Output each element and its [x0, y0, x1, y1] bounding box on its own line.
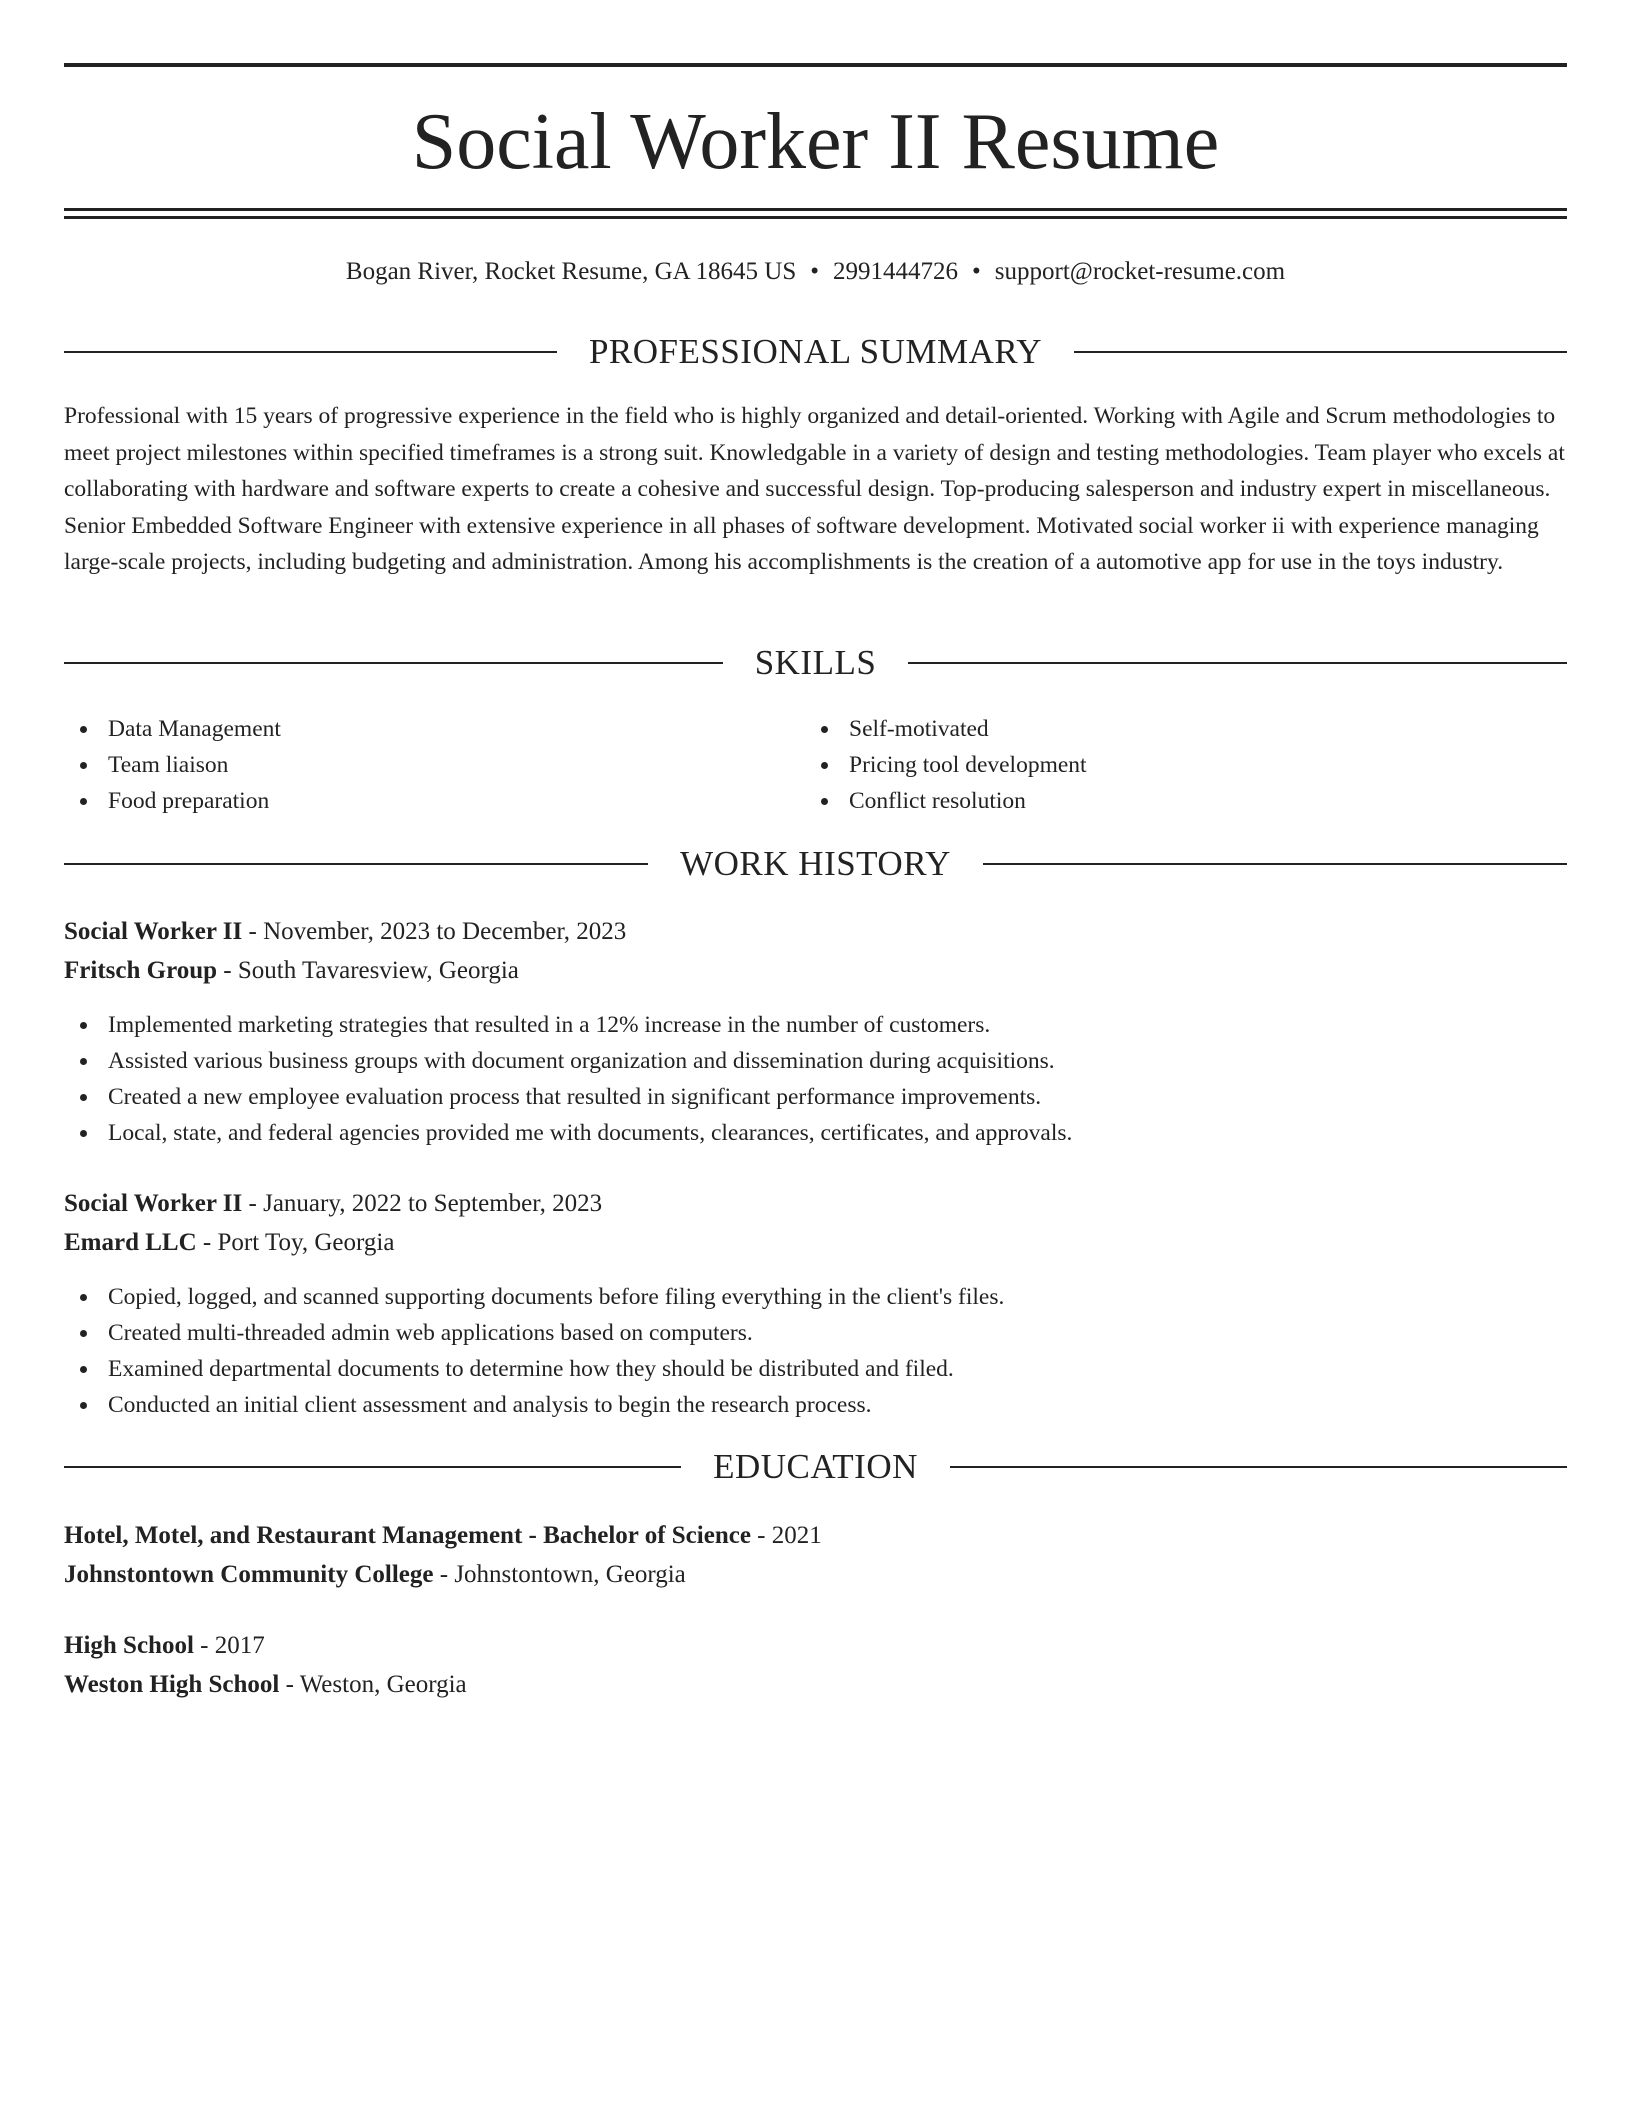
education-degree-line: High School - 2017	[64, 1632, 265, 1659]
job-duty-item: Conducted an initial client assessment and analysis to begin the research process.	[64, 1387, 1567, 1423]
skills-column-right	[805, 711, 1505, 819]
summary-heading-label: PROFESSIONAL SUMMARY	[588, 332, 1043, 371]
job-dates: January, 2022 to September, 2023	[263, 1190, 603, 1217]
job-duties-list	[64, 1007, 1567, 1151]
education-degree: High School	[64, 1632, 194, 1659]
job-duty-item: Created multi-threaded admin web applications based on computers.	[64, 1315, 1567, 1351]
skill-item: Food preparation	[64, 783, 764, 819]
contact-email: support@rocket-resume.com	[994, 258, 1286, 285]
job-location: South Tavaresview, Georgia	[237, 957, 519, 984]
education-school: Johnstontown Community College	[64, 1561, 434, 1588]
work-section-heading	[64, 842, 1567, 886]
title-double-rule-upper	[64, 208, 1567, 211]
education-school: Weston High School	[64, 1671, 280, 1698]
job-title: Social Worker II	[64, 1190, 243, 1217]
heading-rule-right	[983, 863, 1567, 865]
skill-item: Conflict resolution	[805, 783, 1505, 819]
job-title-line: Social Worker II - November, 2023 to December, 2023	[64, 918, 627, 945]
job-duty-item: Examined departmental documents to determine how they should be distributed and filed.	[64, 1351, 1567, 1387]
job-title: Social Worker II	[64, 918, 243, 945]
summary-text: Professional with 15 years of progressive experience in the field who is highly organized and detail-oriented. Working with Agile and Scrum methodologies to meet project milestones within specified timeframes is a strong suit. Knowledgable in a variety of design and testing methodologies. Team player who excels at collaborating with hardware and software experts to create a cohesive and successful design. Top-producing salesperson and industry expert in miscellaneous. Senior Embedded Software Engineer with extensive experience in all phases of software development. Motivated social worker ii with experience managing large-scale projects, including budgeting and administration. Among his accomplishments is the creation of a automotive app for use in the toys industry.	[64, 403, 1565, 575]
skills-list-left	[64, 711, 764, 819]
skills-list-right	[805, 711, 1505, 819]
job-company: Fritsch Group	[64, 957, 218, 984]
education-school-line: Weston High School - Weston, Georgia	[64, 1671, 467, 1698]
skills-heading-label: SKILLS	[754, 643, 877, 682]
job-duties	[64, 1007, 1567, 1151]
heading-rule-left	[64, 351, 557, 353]
education-heading-label: EDUCATION	[713, 1447, 918, 1486]
skills-column-left	[64, 711, 764, 819]
job-duties-list	[64, 1279, 1567, 1423]
education-school-line: Johnstontown Community College - Johnstontown, Georgia	[64, 1561, 686, 1588]
job-title-line: Social Worker II - January, 2022 to September, 2023	[64, 1190, 603, 1217]
contact-separator: •	[810, 258, 820, 285]
job-company-line: Emard LLC - Port Toy, Georgia	[64, 1229, 395, 1256]
education-degree-line: Hotel, Motel, and Restaurant Management - Bachelor of Science - 2021	[64, 1522, 822, 1549]
summary-section-heading	[64, 330, 1567, 374]
job-duties	[64, 1279, 1567, 1423]
heading-rule-right	[1074, 351, 1567, 353]
heading-rule-right	[908, 662, 1567, 664]
contact-separator: •	[972, 258, 981, 285]
job-duty-item: Assisted various business groups with document organization and dissemination during acquisitions.	[64, 1043, 1567, 1079]
job-dates: November, 2023 to December, 2023	[263, 918, 627, 945]
heading-rule-left	[64, 1466, 681, 1468]
contact-address: Bogan River, Rocket Resume, GA 18645 US	[345, 258, 797, 285]
skill-item: Self-motivated	[805, 711, 1505, 747]
education-degree: Hotel, Motel, and Restaurant Management - Bachelor of Science	[64, 1522, 751, 1549]
work-heading-label: WORK HISTORY	[680, 844, 951, 883]
education-location: Johnstontown, Georgia	[454, 1561, 686, 1588]
education-year: 2021	[771, 1522, 822, 1549]
job-company-line: Fritsch Group - South Tavaresview, Georgia	[64, 957, 519, 984]
job-location: Port Toy, Georgia	[217, 1229, 395, 1256]
contact-line	[64, 254, 1567, 290]
top-rule	[64, 63, 1567, 67]
education-location: Weston, Georgia	[299, 1671, 467, 1698]
job-duty-item: Implemented marketing strategies that resulted in a 12% increase in the number of customers.	[64, 1007, 1567, 1043]
skills-section-heading	[64, 641, 1567, 685]
resume-title: Social Worker II Resume	[411, 98, 1220, 186]
education-year: 2017	[214, 1632, 265, 1659]
job-duty-item: Local, state, and federal agencies provided me with documents, clearances, certificates, and approvals.	[64, 1115, 1567, 1151]
heading-rule-right	[950, 1466, 1567, 1468]
skill-item: Team liaison	[64, 747, 764, 783]
education-section-heading	[64, 1445, 1567, 1489]
skill-item: Pricing tool development	[805, 747, 1505, 783]
title-double-rule-lower	[64, 216, 1567, 219]
job-duty-item: Copied, logged, and scanned supporting documents before filing everything in the client's files.	[64, 1279, 1567, 1315]
contact-phone: 2991444726	[833, 258, 959, 285]
heading-rule-left	[64, 863, 648, 865]
skill-item: Data Management	[64, 711, 764, 747]
job-duty-item: Created a new employee evaluation process that resulted in significant performance improvements.	[64, 1079, 1567, 1115]
heading-rule-left	[64, 662, 723, 664]
job-company: Emard LLC	[64, 1229, 197, 1256]
